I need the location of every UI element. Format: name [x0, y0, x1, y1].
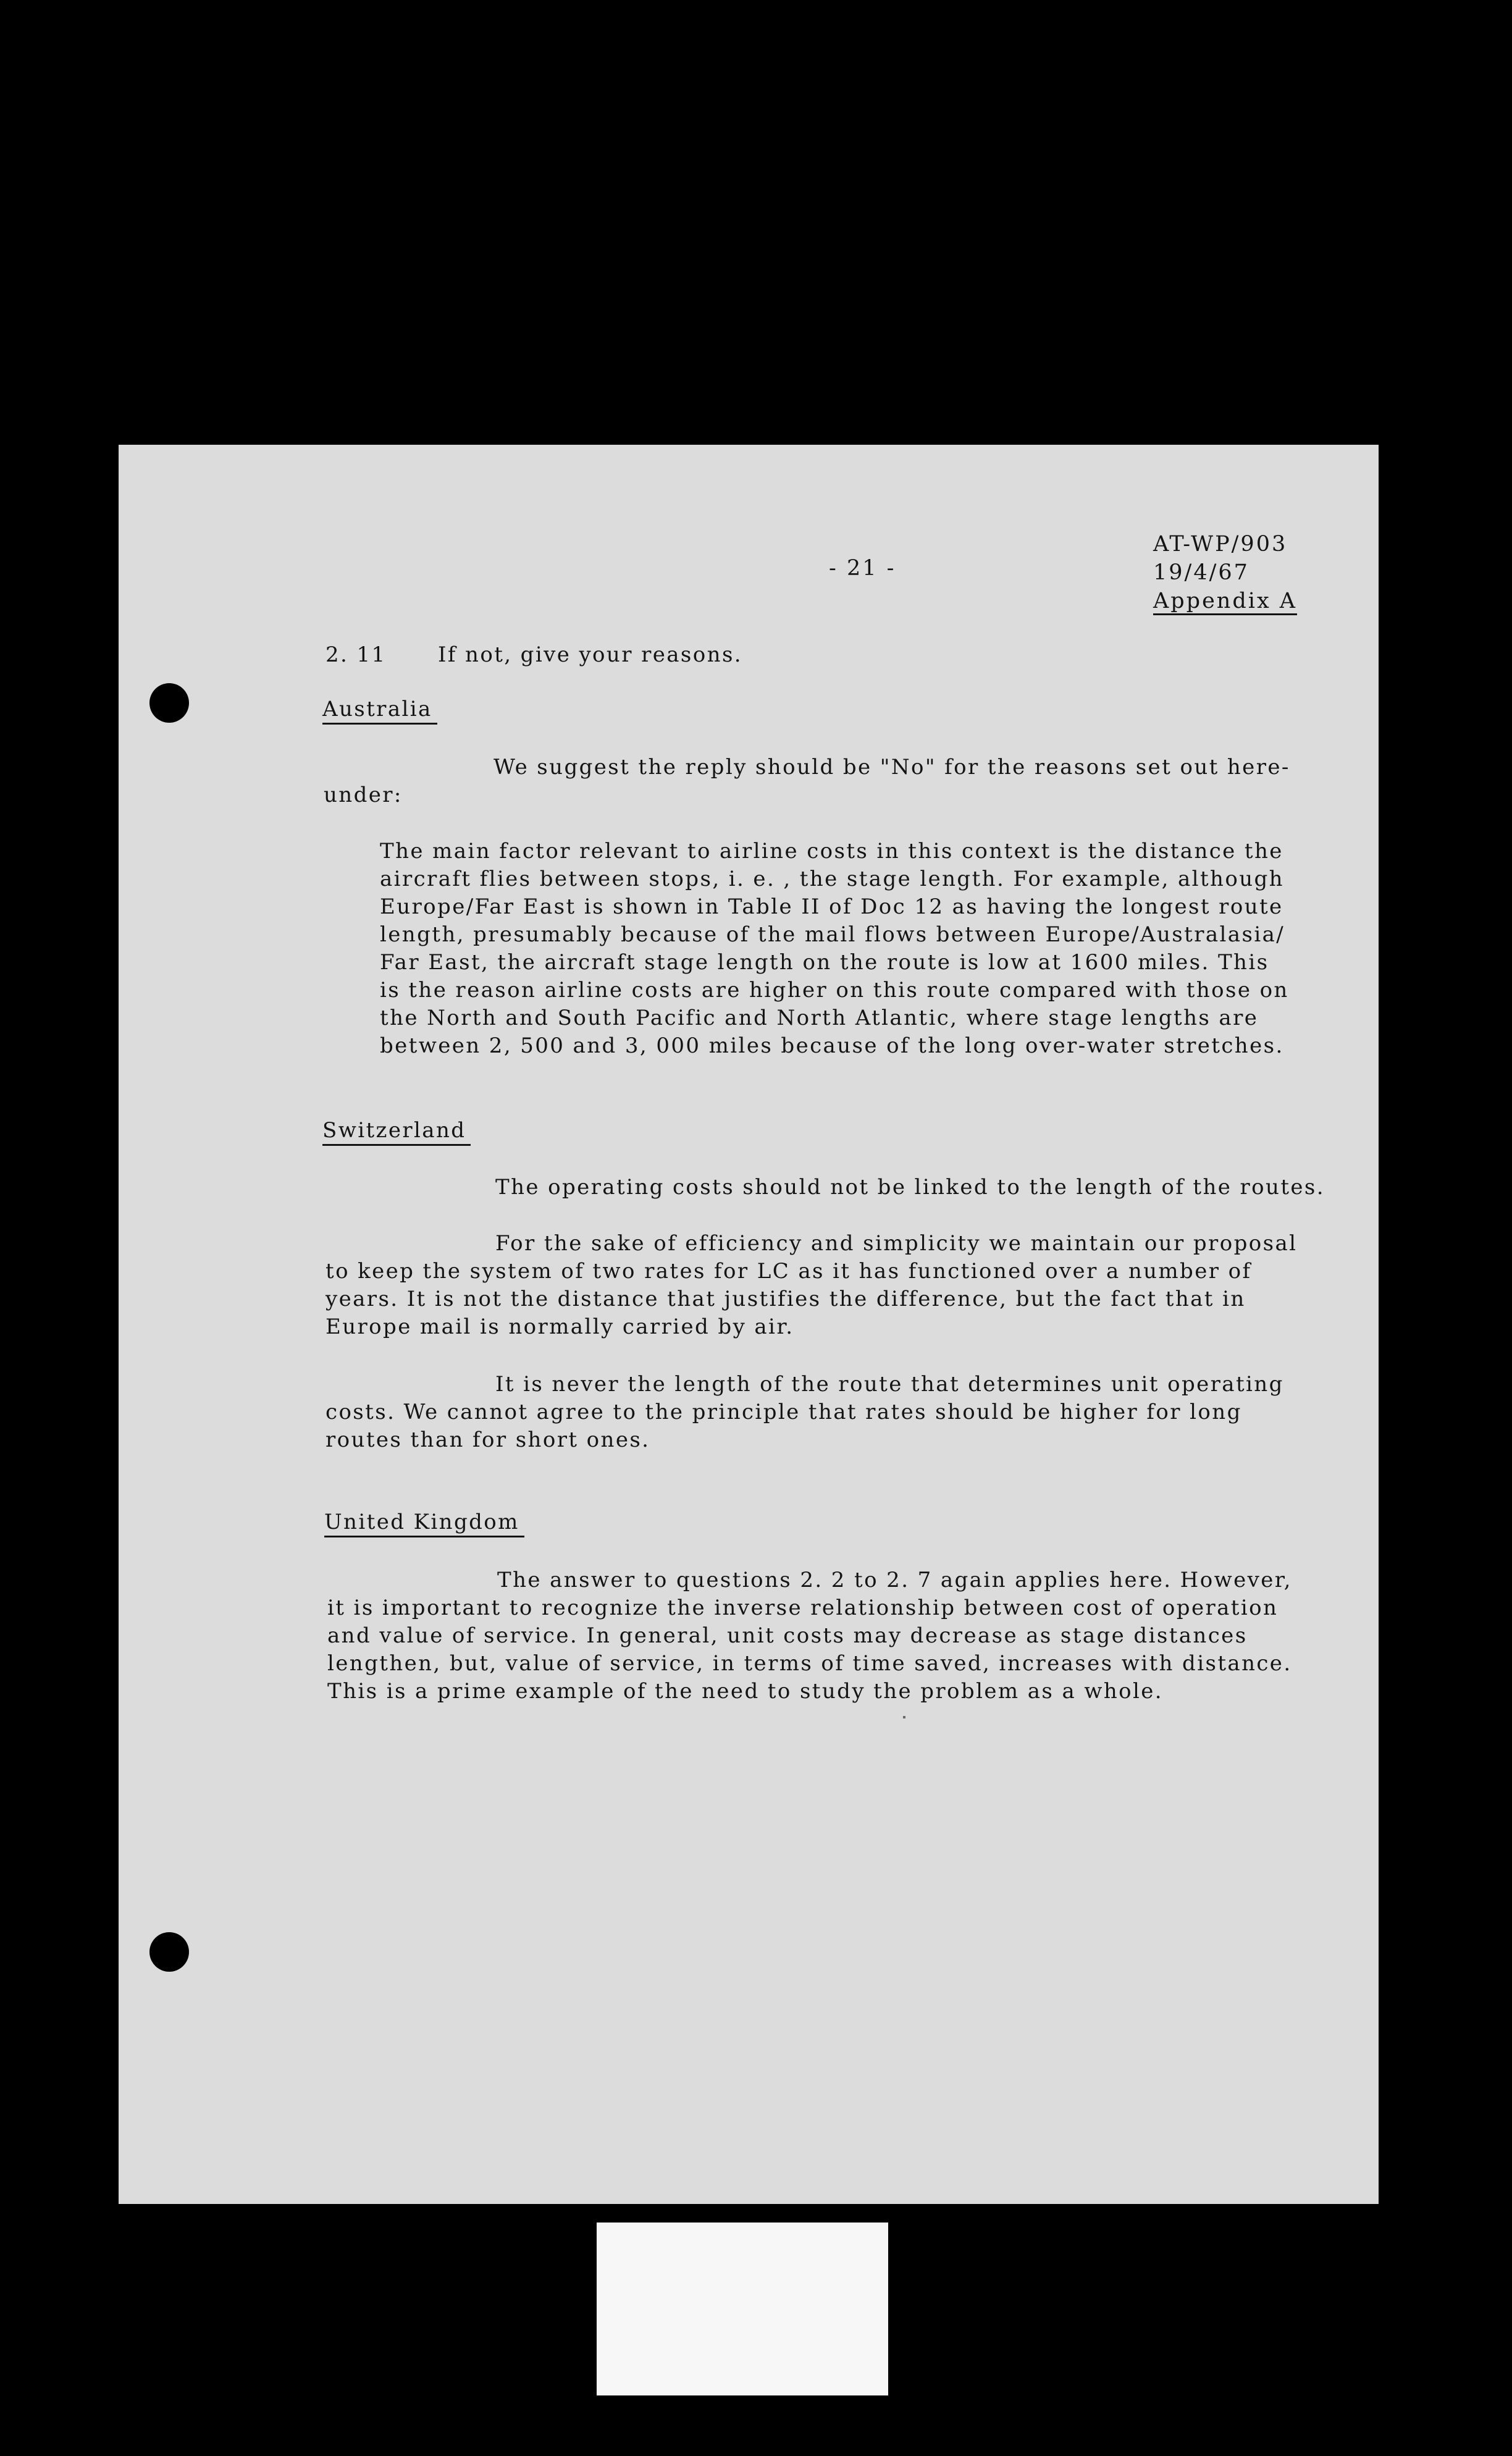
text-line: lengthen, but, value of service, in terms of time saved, increases with distance.: [327, 1651, 1292, 1676]
paragraph: [324, 754, 1290, 809]
question-number: 2. 11: [326, 642, 387, 667]
document-date: 19/4/67: [1153, 560, 1250, 585]
page-number: - 21 -: [829, 556, 896, 581]
text-line: length, presumably because of the mail flows between Europe/Australasia/: [380, 922, 1285, 947]
text-line: aircraft flies between stops, i. e. , the stage length. For example, although: [380, 867, 1284, 891]
text-line: costs. We cannot agree to the principle that rates should be higher for long: [326, 1400, 1242, 1424]
document-reference-block: [1153, 530, 1297, 615]
paragraph: [327, 1567, 1292, 1705]
indented-paragraph: [380, 838, 1289, 1060]
text-line: Far East, the aircraft stage length on the route is low at 1600 miles. This: [380, 950, 1269, 975]
section-heading-united-kingdom: United Kingdom: [324, 1510, 524, 1537]
document-page: [119, 445, 1379, 2204]
text-line: This is a prime example of the need to study the problem as a whole.: [327, 1679, 1164, 1704]
text-line: the North and South Pacific and North Atlantic, where stage lengths are: [380, 1006, 1259, 1030]
scan-speck: [903, 1716, 905, 1718]
text-line: it is important to recognize the inverse relationship between cost of operation: [327, 1596, 1279, 1620]
text-line: routes than for short ones.: [326, 1428, 650, 1452]
paragraph: [326, 1174, 1325, 1201]
text-line: For the sake of efficiency and simplicity we maintain our proposal: [495, 1231, 1298, 1256]
text-line: The operating costs should not be linked to the length of the routes.: [495, 1175, 1325, 1200]
text-line: years. It is not the distance that justifies the difference, but the fact that in: [326, 1287, 1246, 1311]
paragraph: [326, 1371, 1284, 1454]
text-line: between 2, 500 and 3, 000 miles because of the long over-water stretches.: [380, 1033, 1284, 1058]
question-line: [326, 641, 742, 669]
text-line: under:: [324, 783, 403, 807]
paragraph: [326, 1230, 1297, 1341]
text-line: It is never the length of the route that determines unit operating: [495, 1372, 1284, 1397]
text-line: The main factor relevant to airline costs in this context is the distance the: [380, 839, 1283, 864]
text-line: and value of service. In general, unit costs may decrease as stage distances: [327, 1623, 1248, 1648]
document-reference: AT-WP/903: [1153, 532, 1288, 557]
text-line: The answer to questions 2. 2 to 2. 7 again applies here. However,: [497, 1568, 1292, 1592]
appendix-label: Appendix A: [1153, 589, 1297, 615]
question-text: If not, give your reasons.: [438, 642, 742, 667]
text-line: is the reason airline costs are higher on this route compared with those on: [380, 978, 1289, 1003]
text-line: Europe mail is normally carried by air.: [326, 1314, 794, 1339]
text-line: We suggest the reply should be "No" for the reasons set out here-: [494, 755, 1290, 780]
blank-card: [597, 2223, 888, 2395]
punch-hole-bottom: [149, 1932, 189, 1972]
text-line: to keep the system of two rates for LC as it has functioned over a number of: [326, 1259, 1252, 1284]
text-line: Europe/Far East is shown in Table II of Doc 12 as having the longest route: [380, 894, 1283, 919]
punch-hole-top: [149, 683, 189, 723]
section-heading-switzerland: Switzerland: [322, 1118, 471, 1146]
section-heading-australia: Australia: [322, 697, 437, 725]
